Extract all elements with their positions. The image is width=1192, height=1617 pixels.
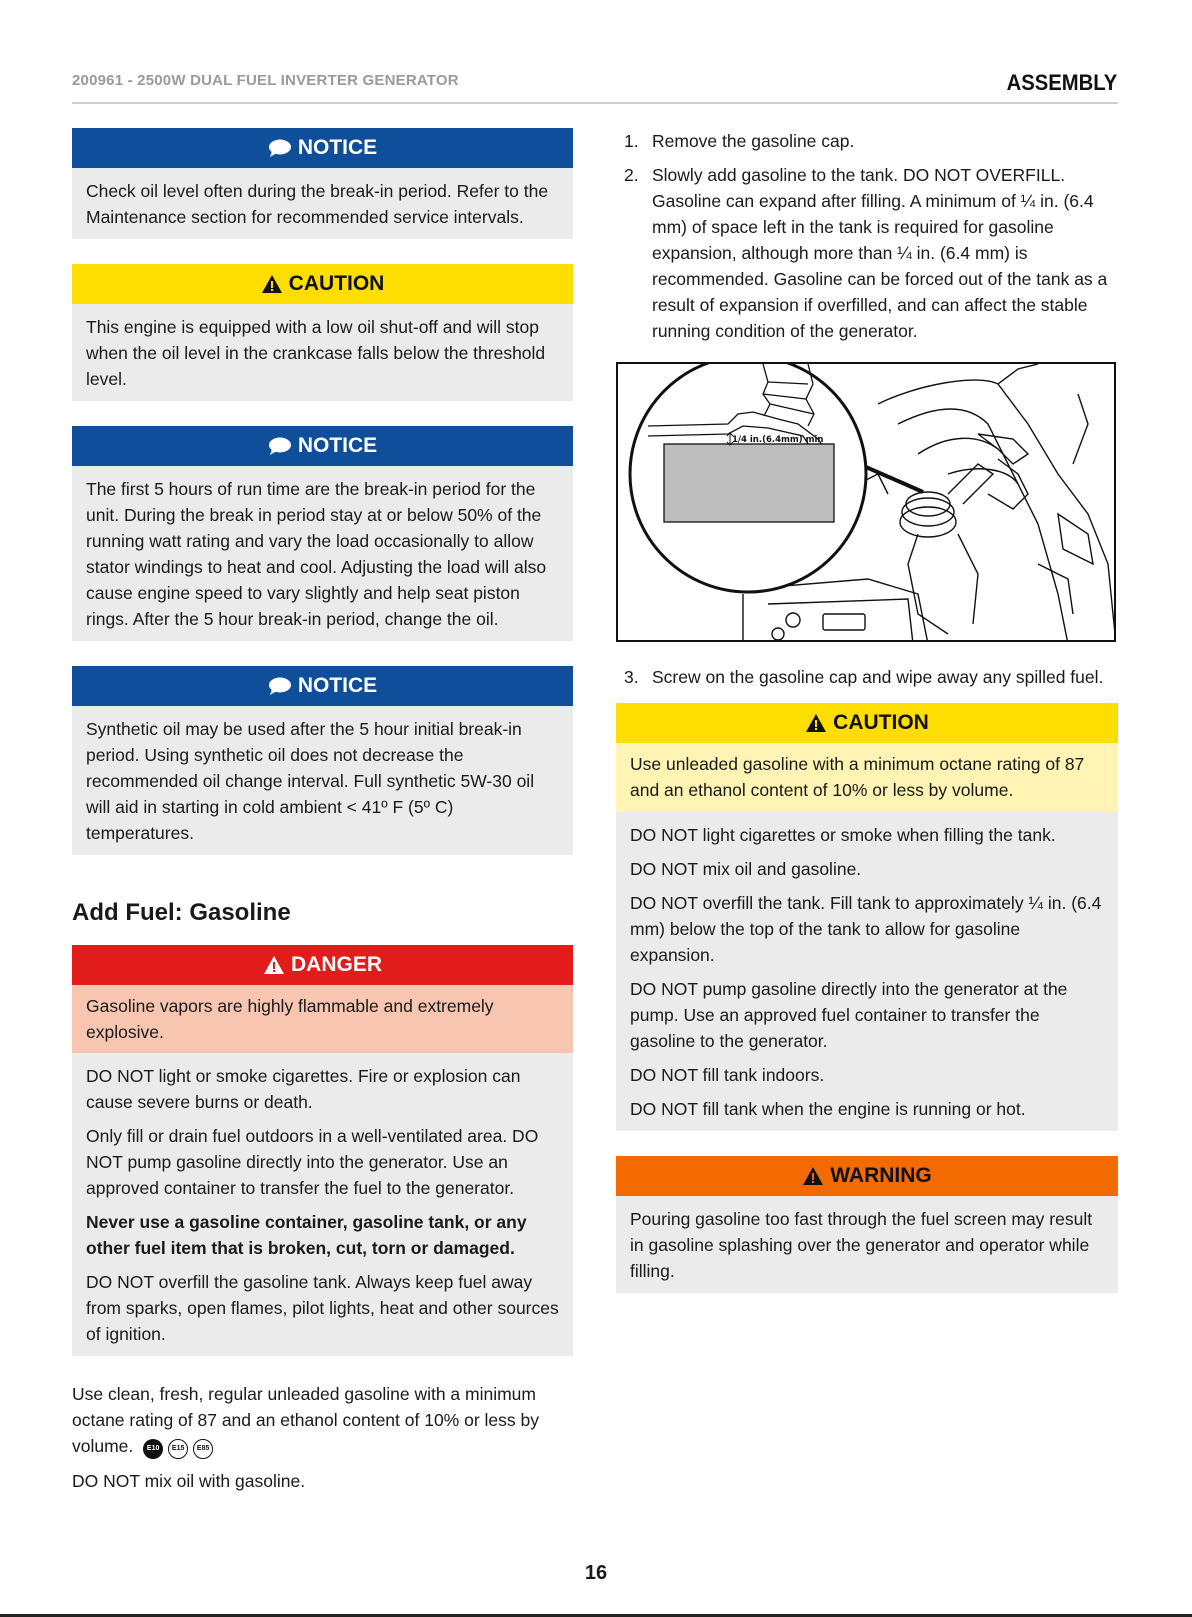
fuel-steps xyxy=(616,128,1118,344)
caution-label: CAUTION xyxy=(288,272,385,295)
danger-text: DO NOT light or smoke cigarettes. Fire or explosion can cause severe burns or death. xyxy=(86,1066,521,1112)
danger-lead: Gasoline vapors are highly flammable and extremely explosive. xyxy=(72,985,573,1053)
e15-prohibited-icon: E15 xyxy=(168,1439,188,1459)
caution-box-low-oil xyxy=(72,264,573,401)
notice-box-synthetic-oil xyxy=(72,666,573,855)
right-column xyxy=(616,128,1118,1318)
danger-body xyxy=(72,1053,573,1356)
notice-header xyxy=(72,426,573,466)
notice-header xyxy=(72,666,573,706)
caution-body xyxy=(616,812,1118,1131)
notice-text: The first 5 hours of run time are the break-in period for the unit. During the break in period stay at or below 50% of the running watt rating and vary the load occasionally to allow stator windings to heat and cool. Adjusting the load will also cause engine speed to vary slightly and help seat piston rings. After the 5 hour break-in period, change the oil. xyxy=(86,479,547,629)
caution-label: CAUTION xyxy=(833,711,929,734)
step-number: 3. xyxy=(624,667,639,687)
warning-box-pouring xyxy=(616,1156,1118,1293)
warning-triangle-icon xyxy=(261,274,283,294)
notice-box-break-in xyxy=(72,426,573,641)
danger-text-bold: Never use a gasoline container, gasoline tank, or any other fuel item that is broken, cut, torn or damaged. xyxy=(86,1212,527,1258)
caution-header xyxy=(72,264,573,304)
danger-text: Only fill or drain fuel outdoors in a well-ventilated area. DO NOT pump gasoline directly into the generator. Use an approved container to transfer the fuel to the generator. xyxy=(86,1126,539,1198)
danger-header xyxy=(72,945,573,985)
caution-text: DO NOT fill tank when the engine is running or hot. xyxy=(630,1099,1026,1119)
danger-box-gasoline xyxy=(72,945,573,1356)
mix-note: DO NOT mix oil with gasoline. xyxy=(72,1471,306,1491)
caution-text: DO NOT fill tank indoors. xyxy=(630,1065,825,1085)
caution-box-fuel xyxy=(616,703,1118,1131)
step-text: Screw on the gasoline cap and wipe away any spilled fuel. xyxy=(652,667,1104,687)
header-divider xyxy=(72,102,1118,104)
document-title: 200961 - 2500W DUAL FUEL INVERTER GENERATOR xyxy=(72,72,459,89)
warning-header xyxy=(616,1156,1118,1196)
caution-lead: Use unleaded gasoline with a minimum octane rating of 87 and an ethanol content of 10% or less by volume. xyxy=(616,743,1118,812)
fuel-steps-continued xyxy=(616,664,1118,690)
warning-triangle-icon xyxy=(263,955,285,975)
notice-box-oil-level xyxy=(72,128,573,239)
caution-text: This engine is equipped with a low oil shut-off and will stop when the oil level in the crankcase falls below the threshold level. xyxy=(86,317,546,389)
warning-triangle-icon xyxy=(805,713,827,733)
speech-bubble-icon xyxy=(268,437,292,455)
notice-text: Check oil level often during the break-in period. Refer to the Maintenance section for recommended service intervals. xyxy=(86,181,549,227)
warning-body xyxy=(616,1196,1118,1293)
e85-prohibited-icon: E85 xyxy=(193,1439,213,1459)
warning-triangle-icon xyxy=(802,1166,824,1186)
page-number: 16 xyxy=(584,1562,608,1584)
danger-text: DO NOT overfill the gasoline tank. Always keep fuel away from sparks, open flames, pilot lights, heat and other sources of ignition. xyxy=(86,1272,559,1344)
danger-label: DANGER xyxy=(290,953,382,976)
notice-text: Synthetic oil may be used after the 5 hour initial break-in period. Using synthetic oil does not decrease the recommended oil change interval. Full synthetic 5W-30 oil will aid in starting in cold ambient < 41º F (5º C) temperatures. xyxy=(86,719,535,843)
section-title-add-fuel: Add Fuel: Gasoline xyxy=(72,899,291,926)
caution-text: DO NOT pump gasoline directly into the generator at the pump. Use an approved fuel container to transfer the gasoline to the generator. xyxy=(630,979,1068,1051)
e10-icon: E10 xyxy=(143,1439,163,1459)
notice-body xyxy=(72,466,573,641)
generator-line-drawing xyxy=(618,364,1116,642)
warning-text: Pouring gasoline too fast through the fuel screen may result in gasoline splashing over the generator and operator while filling. xyxy=(630,1209,1093,1281)
caution-text: DO NOT overfill the tank. Fill tank to approximately ¼ in. (6.4 mm) below the top of the tank to allow for gasoline expansion. xyxy=(630,893,1102,965)
speech-bubble-icon xyxy=(268,677,292,695)
step-text: Remove the gasoline cap. xyxy=(652,131,855,151)
step-item xyxy=(616,128,1118,154)
warning-label: WARNING xyxy=(830,1164,932,1187)
speech-bubble-icon xyxy=(268,139,292,157)
section-heading: ASSEMBLY xyxy=(1006,70,1117,95)
step-text: Slowly add gasoline to the tank. DO NOT OVERFILL. Gasoline can expand after filling. A minimum of ¼ in. (6.4 mm) of space left in the tank is required for gasoline expansion, although more than ¼ in. (6.4 mm) is recommended. Gasoline can be forced out of the tank as a result of expansion if overfilled, and can affect the stable running condition of the generator. xyxy=(652,165,1108,341)
caution-text: DO NOT light cigarettes or smoke when filling the tank. xyxy=(630,825,1056,845)
notice-label: NOTICE xyxy=(297,434,378,457)
notice-body xyxy=(72,706,573,855)
left-column xyxy=(72,128,573,1503)
step-item xyxy=(616,162,1118,344)
fuel-requirement-note xyxy=(72,1381,573,1459)
step-number: 1. xyxy=(624,131,639,151)
notice-label: NOTICE xyxy=(297,674,378,697)
step-item xyxy=(616,664,1118,690)
caution-body xyxy=(72,304,573,401)
expansion-gap-label: 1/4 in.(6.4mm) min xyxy=(732,435,824,445)
fuel-note-text: Use clean, fresh, regular unleaded gasoline with a minimum octane rating of 87 and an ethanol content of 10% or less by volume. xyxy=(72,1384,539,1456)
notice-label: NOTICE xyxy=(297,136,378,159)
step-number: 2. xyxy=(624,165,639,185)
caution-header xyxy=(616,703,1118,743)
caution-text: DO NOT mix oil and gasoline. xyxy=(630,859,862,879)
notice-body xyxy=(72,168,573,239)
notice-header xyxy=(72,128,573,168)
fuel-tank-illustration xyxy=(616,362,1116,642)
